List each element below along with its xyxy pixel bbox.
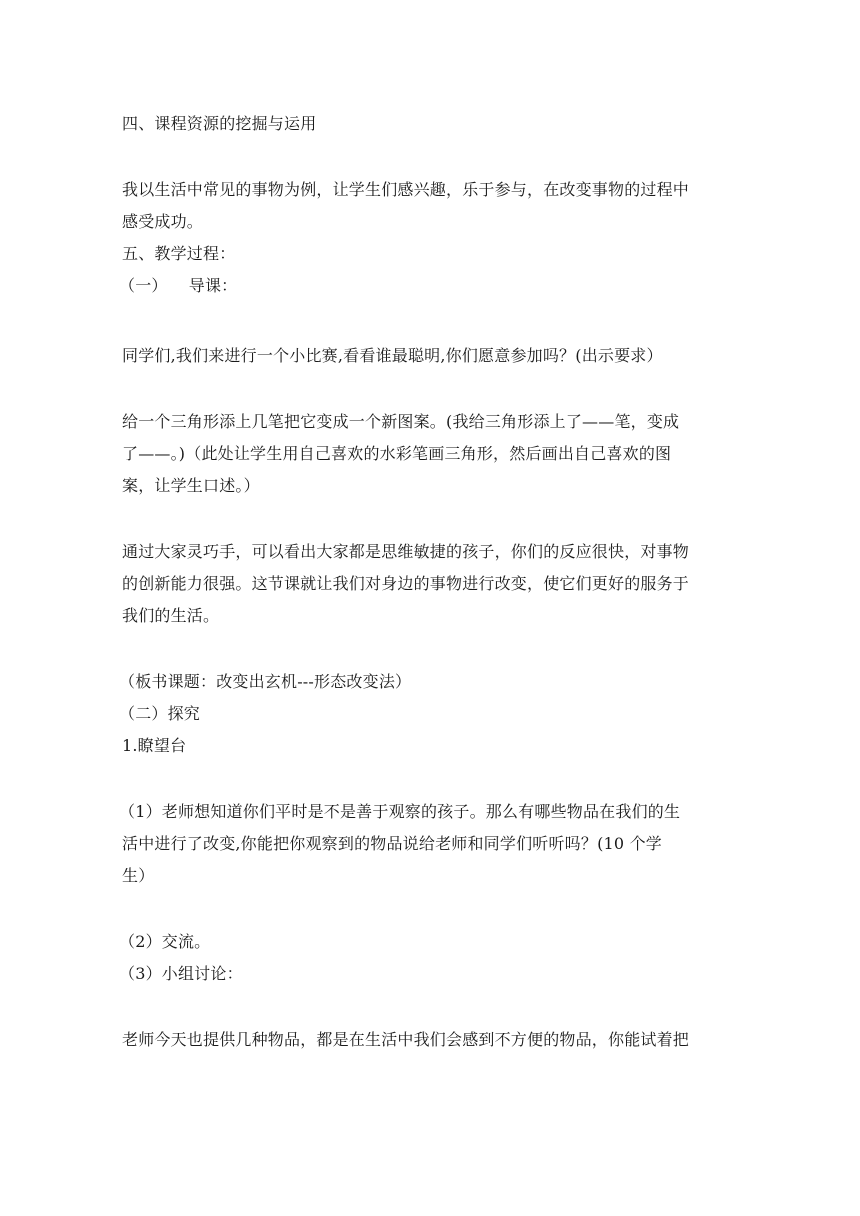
paragraph-line: 生）: [122, 866, 155, 885]
item-exchange: （2）交流。: [119, 932, 211, 951]
paragraph-line: 我以生活中常见的事物为例，让学生们感兴趣，乐于参与，在改变事物的过程中: [122, 180, 690, 199]
paragraph-line: 感受成功。: [122, 212, 204, 231]
paragraph-line: 了——。)（此处让学生用自己喜欢的水彩笔画三角形，然后画出自己喜欢的图: [122, 444, 672, 463]
paragraph-line: 的创新能力很强。这节课就让我们对身边的事物进行改变，使它们更好的服务于: [122, 574, 690, 593]
paragraph-line: 老师今天也提供几种物品，都是在生活中我们会感到不方便的物品，你能试着把: [122, 1030, 690, 1049]
board-title-line: （板书课题：改变出玄机---形态改变法）: [119, 672, 412, 691]
item-heading-lookout: 1.瞭望台: [122, 736, 187, 755]
section-heading-course-resources: 四、课程资源的挖掘与运用: [122, 114, 317, 133]
paragraph-line: 通过大家灵巧手，可以看出大家都是思维敏捷的孩子，你们的反应很快，对事物: [122, 542, 690, 561]
paragraph-line: 同学们,我们来进行一个小比赛,看看谁最聪明,你们愿意参加吗？(出示要求）: [122, 346, 663, 365]
paragraph-line: 我们的生活。: [122, 606, 220, 625]
section-heading-teaching-process: 五、教学过程：: [122, 244, 236, 263]
paragraph-line: 活中进行了改变,你能把你观察到的物品说给老师和同学们听听吗？(10 个学: [122, 834, 662, 853]
subsection-heading-intro: （一） 导课：: [119, 276, 238, 295]
item-group-discussion: （3）小组讨论：: [119, 964, 243, 983]
paragraph-line: （1）老师想知道你们平时是不是善于观察的孩子。那么有哪些物品在我们的生: [119, 802, 681, 821]
paragraph-line: 给一个三角形添上几笔把它变成一个新图案。(我给三角形添上了——笔，变成: [122, 412, 680, 431]
subsection-heading-explore: （二）探究: [119, 704, 201, 723]
paragraph-line: 案，让学生口述。）: [122, 476, 260, 495]
